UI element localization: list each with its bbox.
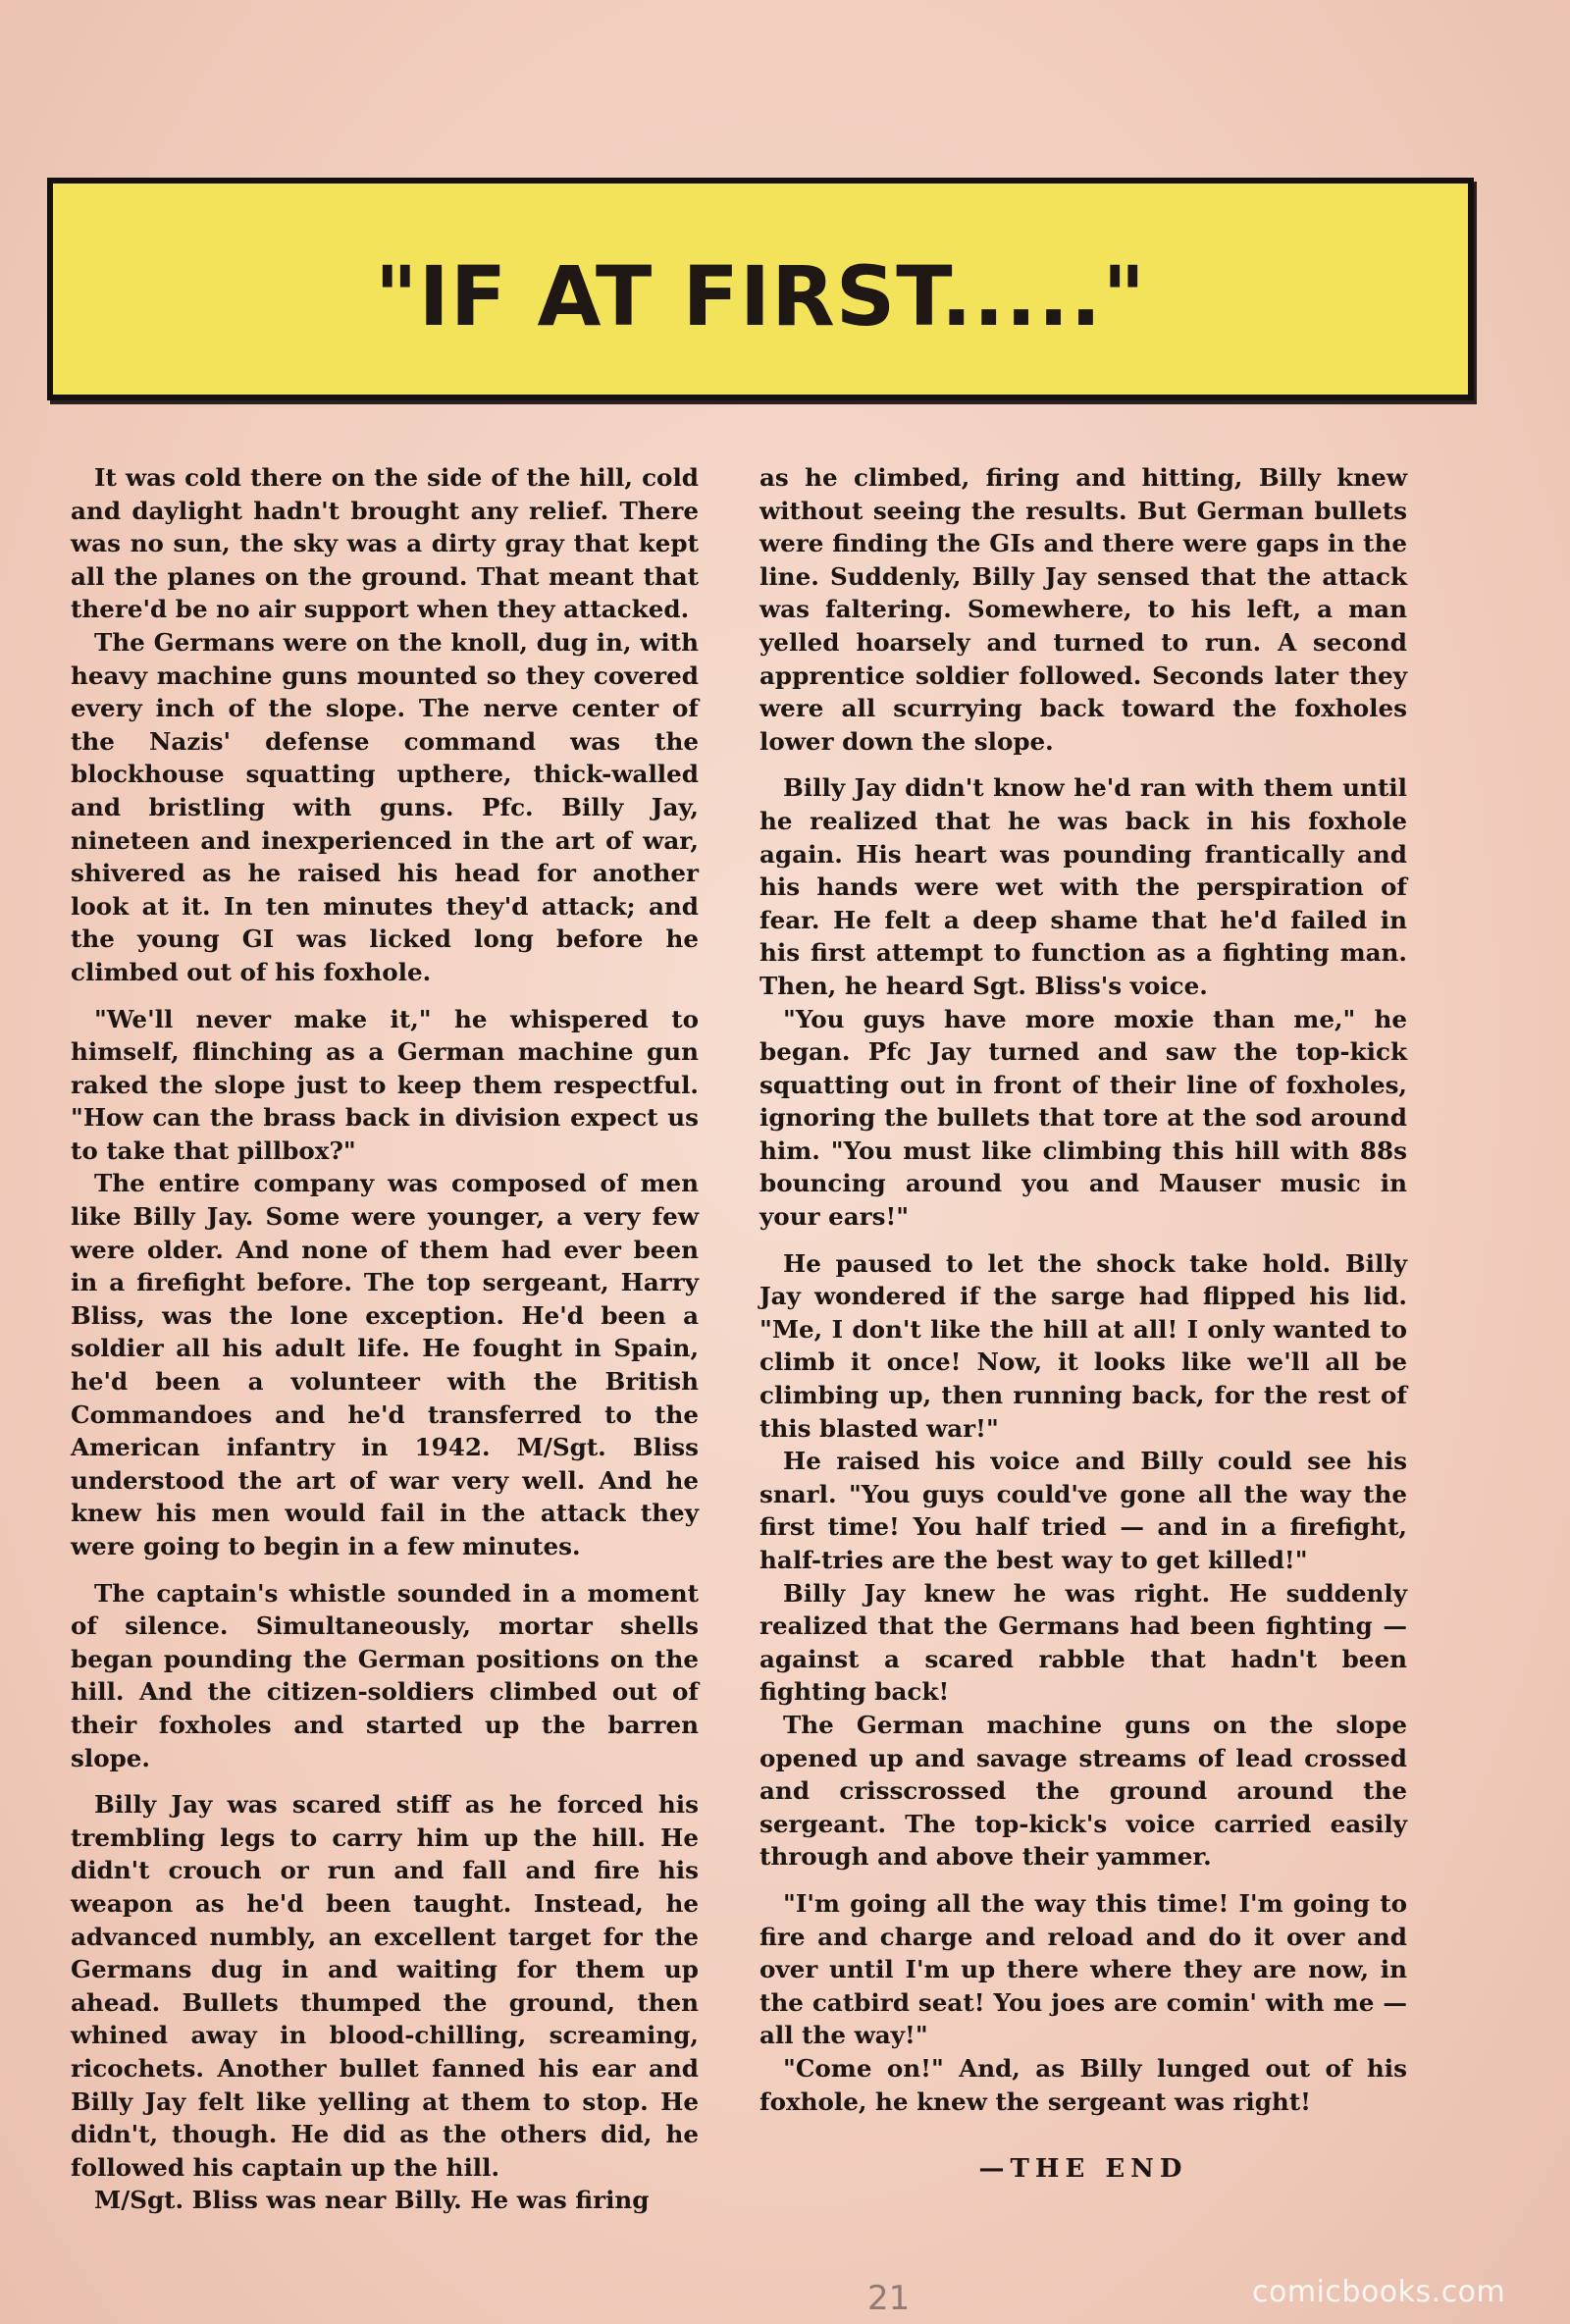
paragraph: M/Sgt. Bliss was near Billy. He was firing [94, 2186, 650, 2215]
paragraph: "You guys have more moxie than me," he began. Pfc Jay turned and saw the top-kick squatting out in front of their line of foxholes, ignoring the bullets that tore at the sod around him. "You must like climbing this hill with 88s bouncing around you and Mauser music in your ears!" [759, 1004, 1407, 1232]
story-title-banner [47, 178, 1474, 400]
watermark: comicbooks.com [1252, 2275, 1506, 2309]
paragraph: Billy Jay was scared stiff as he forced his trembling legs to carry him up the hill. He didn't crouch or run and fall and fire his weapon as he'd been taught. Instead, he advanced numbly, an excellent target for the Germans dug in and waiting for them up ahead. Bullets thumped the ground, then whined away in blood-chilling, screaming, ricochets. Another bullet fanned his ear and Billy Jay felt like yelling at them to stop. He didn't, though. He did as the others did, he followed his captain up the hill. [71, 1790, 699, 2182]
paragraph: The entire company was composed of men like Billy Jay. Some were younger, a very few were older. And none of them had ever been in a firefight before. The top sergeant, Harry Bliss, was the lone exception. He'd been a soldier all his adult life. He fought in Spain, he'd been a volunteer with the British Commandoes and he'd transferred to the American infantry in 1942. M/Sgt. Bliss understood the art of war very well. And he knew his men would fail in the attack they were going to begin in a few minutes. [71, 1169, 699, 1560]
paragraph: "We'll never make it," he whispered to himself, flinching as a German machine gun raked the slope just to keep them respectful. "How can the brass back in division expect us to take that pillbox?" [71, 1004, 699, 1165]
paragraph: The Germans were on the knoll, dug in, with heavy machine guns mounted so they covered every inch of the slope. The nerve center of the Nazis' defense command was the blockhouse squatting upthere, thick-walled and bristling with guns. Pfc. Billy Jay, nineteen and inexperienced in the art of war, shivered as he raised his head for another look at it. In ten minutes they'd attack; and the young GI was licked long before he climbed out of his foxhole. [71, 627, 699, 986]
story-title: "IF AT FIRST....." [374, 247, 1147, 344]
paragraph: "I'm going all the way this time! I'm going to fire and charge and reload and do it over and over until I'm up there where they are now, in the catbird seat! You joes are comin' with me — all the way!" [759, 1888, 1407, 2050]
left-text-column [71, 461, 699, 2217]
paragraph: Billy Jay didn't know he'd ran with them until he realized that he was back in his foxhole again. His heart was pounding frantically and his hands were wet with the perspiration of fear. He felt a deep shame that he'd failed in his first attempt to function as a fighting man. Then, he heard Sgt. Bliss's voice. [759, 773, 1407, 1000]
paragraph: The captain's whistle sounded in a moment of silence. Simultaneously, mortar shells began pounding the German positions on the hill. And the citizen-soldiers climbed out of their foxholes and started up the barren slope. [71, 1578, 699, 1772]
page-number: 21 [867, 2279, 911, 2318]
paragraph: as he climbed, firing and hitting, Billy knew without seeing the results. But German bullets were finding the GIs and there were gaps in the line. Suddenly, Billy Jay sensed that the attack was faltering. Somewhere, to his left, a man yelled hoarsely and turned to run. A second apprentice soldier followed. Seconds later they were all scurrying back toward the foxholes lower down the slope. [759, 463, 1407, 756]
paragraph: Billy Jay knew he was right. He suddenly realized that the Germans had been fighting — against a scared rabble that hadn't been fighting back! [759, 1578, 1407, 1707]
paragraph: He raised his voice and Billy could see his snarl. "You guys could've gone all the way the first time! You half tried — and in a firefight, half-tries are the best way to get killed!" [759, 1447, 1407, 1574]
paragraph: The German machine guns on the slope opened up and savage streams of lead crossed and crisscrossed the ground around the sergeant. The top-kick's voice carried easily through and above their yammer. [759, 1710, 1407, 1872]
right-text-column [759, 461, 1407, 2187]
paragraph: It was cold there on the side of the hill, cold and daylight hadn't brought any relief. There was no sun, the sky was a dirty gray that kept all the planes on the ground. That meant that there'd be no air support when they attacked. [71, 463, 699, 624]
paragraph: "Come on!" And, as Billy lunged out of his foxhole, he knew the sergeant was right! [759, 2053, 1407, 2116]
the-end-label: —THE END [978, 2154, 1188, 2185]
paragraph: He paused to let the shock take hold. Billy Jay wondered if the sarge had flipped his lid. "Me, I don't like the hill at all! I only wanted to climb it once! Now, it looks like we'll all be climbing up, then running back, for the rest of this blasted war!" [759, 1248, 1407, 1443]
